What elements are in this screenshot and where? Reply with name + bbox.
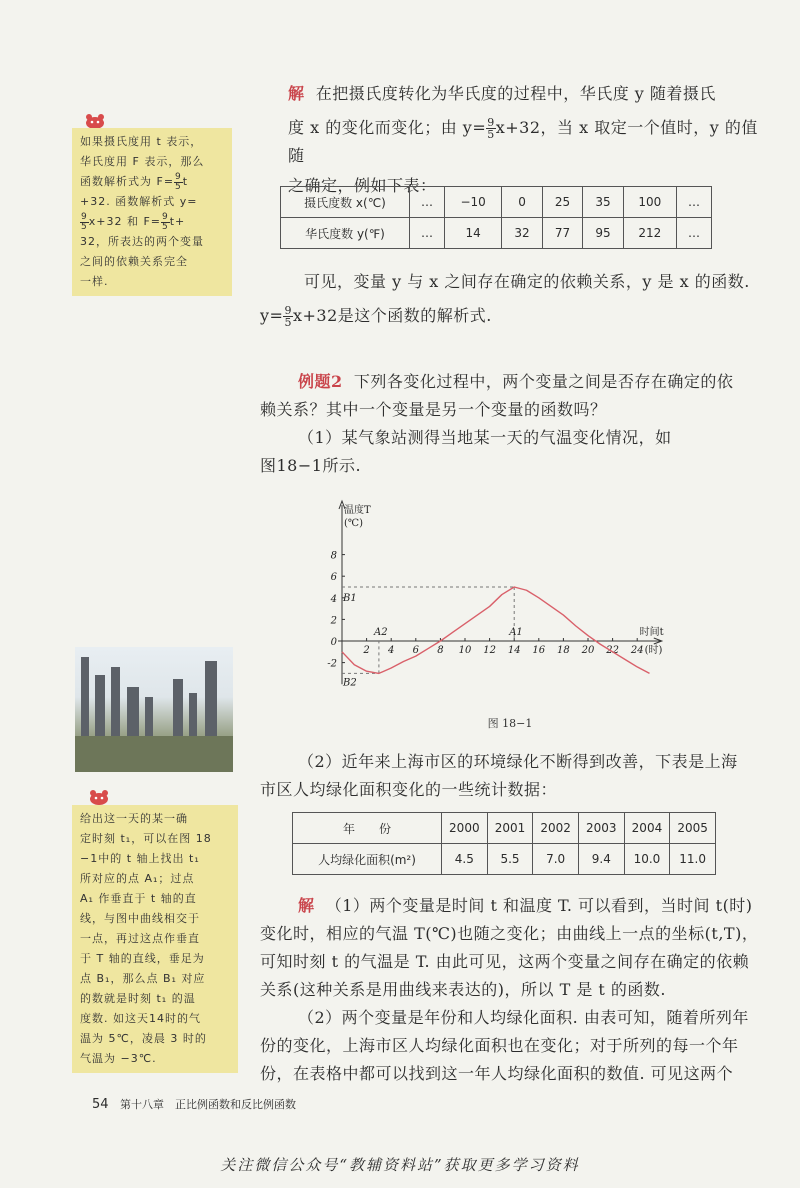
x-tick-label: 8 [437, 645, 444, 656]
side-note-line: 点 B₁，那么点 B₁ 对应 [80, 972, 206, 985]
side-note-line: 温为 5℃，凌晨 3 时的 [80, 1032, 207, 1045]
mascot-icon [88, 788, 110, 806]
temperature-table [280, 186, 712, 249]
side-note-line: 所对应的点 A₁；过点 [80, 872, 195, 885]
side-note-line: 线，与图中曲线相交于 [80, 912, 200, 925]
chapter-title: 第十八章 正比例函数和反比例函数 [120, 1098, 297, 1111]
side-note-2 [72, 805, 238, 1073]
side-note-line: A₁ 作垂直于 t 轴的直 [80, 892, 197, 905]
side-note-line: 度数. 如这天14时的气 [80, 1012, 201, 1025]
point-label-a2: A2 [373, 627, 388, 638]
chart-caption: 图 18−1 [487, 717, 533, 730]
example-tag: 例题2 [298, 372, 343, 391]
y-tick-label: 2 [330, 615, 337, 627]
solution1-line2: 度 x 的变化而变化；由 y= $\frac{9}{5}$ x+32，当 x 取定一个值时，y 的值随 [288, 116, 758, 165]
x-axis-label: 时间t [639, 627, 664, 638]
item2: （2）近年来上海市区的环境绿化不断得到改善，下表是上海 市区人均绿化面积变化的一些统计数据： [260, 752, 738, 799]
watermark-text: 关注微信公众号“教辅资料站”获取更多学习资料 [220, 1156, 580, 1174]
table-row: 摄氏度数 x(℃) … −10 0 25 35 100 … [281, 187, 712, 218]
x-tick-label: 10 [458, 645, 472, 656]
side-note-line: 气温为 −3℃. [80, 1052, 157, 1065]
table-row: 华氏度数 y(℉) … 14 32 77 95 212 … [281, 218, 712, 249]
solution2: 解 （1）两个变量是时间 t 和温度 T. 可以看到，当时间 t(时) 变化时，相应的气温 T(℃)也随之变化；由曲线上一点的坐标(t,T)， 可知时刻 t 的气温是 T. 由此可见，这两个变量之间存在确定的依赖 关系(这种关系是用曲线来表达的)，所以 T 是 t 的函数. （2）两个变量是年份和人均绿化面积. 由表可知，随着所列年 份的变化，上海市区人均绿化面积也在变化；对于所列的每一个年 份，在表格中都可以找到这一年人均绿化面积的数值. 可见这两个 [260, 896, 759, 1083]
solution1-line1: 解 在把摄氏度转化为华氏度的过程中，华氏度 y 随着摄氏 [288, 84, 716, 103]
x-axis-unit: (时) [644, 645, 663, 656]
y-tick-label: 8 [330, 550, 337, 562]
point-label-b2: B2 [343, 677, 357, 689]
x-tick-label: 12 [483, 645, 496, 656]
x-tick-label: 24 [630, 645, 644, 656]
y-tick-label: 0 [330, 637, 337, 648]
temperature-curve [342, 587, 650, 673]
fraction: $\frac{9}{5}$ [284, 304, 292, 329]
example2: 例题2 下列各变化过程中，两个变量之间是否存在确定的依 赖关系？其中一个变量是另一个变量的函数吗？ （1）某气象站测得当地某一天的气温变化情况，如 图18−1所示. [260, 372, 734, 475]
table-row: 年 份 2000 2001 2002 2003 2004 2005 [293, 813, 716, 844]
side-note-line: 一点，再过这点作垂直 [80, 932, 200, 945]
point-label-b1: B1 [343, 593, 357, 604]
table-row: 人均绿化面积(m²) 4.5 5.5 7.0 9.4 10.0 11.0 [293, 844, 716, 875]
side-note-line: 的数就是时刻 t₁ 的温 [80, 992, 196, 1005]
solution1 [288, 80, 758, 200]
x-tick-label: 6 [412, 645, 419, 656]
y-axis-label: 温度T [344, 505, 371, 516]
x-tick-label: 14 [507, 645, 521, 656]
x-tick-label: 22 [606, 645, 619, 656]
side-note-line: 定时刻 t₁，可以在图 18 [80, 832, 212, 845]
y-tick-label: 4 [330, 593, 337, 605]
conclusion1: 可见，变量 y 与 x 之间存在确定的依赖关系，y 是 x 的函数. y= $\frac{9}{5}$ x+32是这个函数的解析式. [260, 272, 750, 329]
point-label-a1: A1 [509, 627, 523, 638]
side-note-line: 于 T 轴的直线，垂足为 [80, 952, 205, 965]
x-tick-label: 18 [557, 645, 570, 656]
fraction: $\frac{9}{5}$ [487, 116, 495, 141]
solution-tag: 解 [288, 84, 305, 103]
side-note-line: 给出这一天的某一确 [80, 812, 188, 825]
side-note-line: −1中的 t 轴上找出 t₁ [80, 852, 200, 865]
x-tick-label: 2 [363, 645, 370, 656]
y-axis-unit: (℃) [344, 518, 363, 529]
page-number: 54 [92, 1097, 109, 1112]
greening-table [292, 812, 716, 875]
y-tick-label: 6 [330, 572, 337, 584]
temperature-chart [320, 495, 700, 735]
x-tick-label: 20 [581, 645, 595, 656]
x-tick-label: 4 [388, 645, 395, 656]
solution-tag: 解 [298, 896, 315, 915]
y-tick-label: -2 [327, 658, 337, 670]
page-footer [92, 1096, 296, 1112]
x-tick-label: 16 [532, 645, 546, 656]
city-skyline-photo [75, 647, 233, 772]
side-note-1: 如果摄氏度用 t 表示， 华氏度用 F 表示，那么 函数解析式为 F= $\frac{9}{5}$ t +32. 函数解析式 y= $\frac{9}{5}$ x+32 和 F= $\frac{9}{5}$ t+ 32，所表达的两个变量 之间的依赖关系完全 一样. [72, 128, 232, 296]
solution1-line3: 之确定，例如下表： [288, 176, 437, 195]
